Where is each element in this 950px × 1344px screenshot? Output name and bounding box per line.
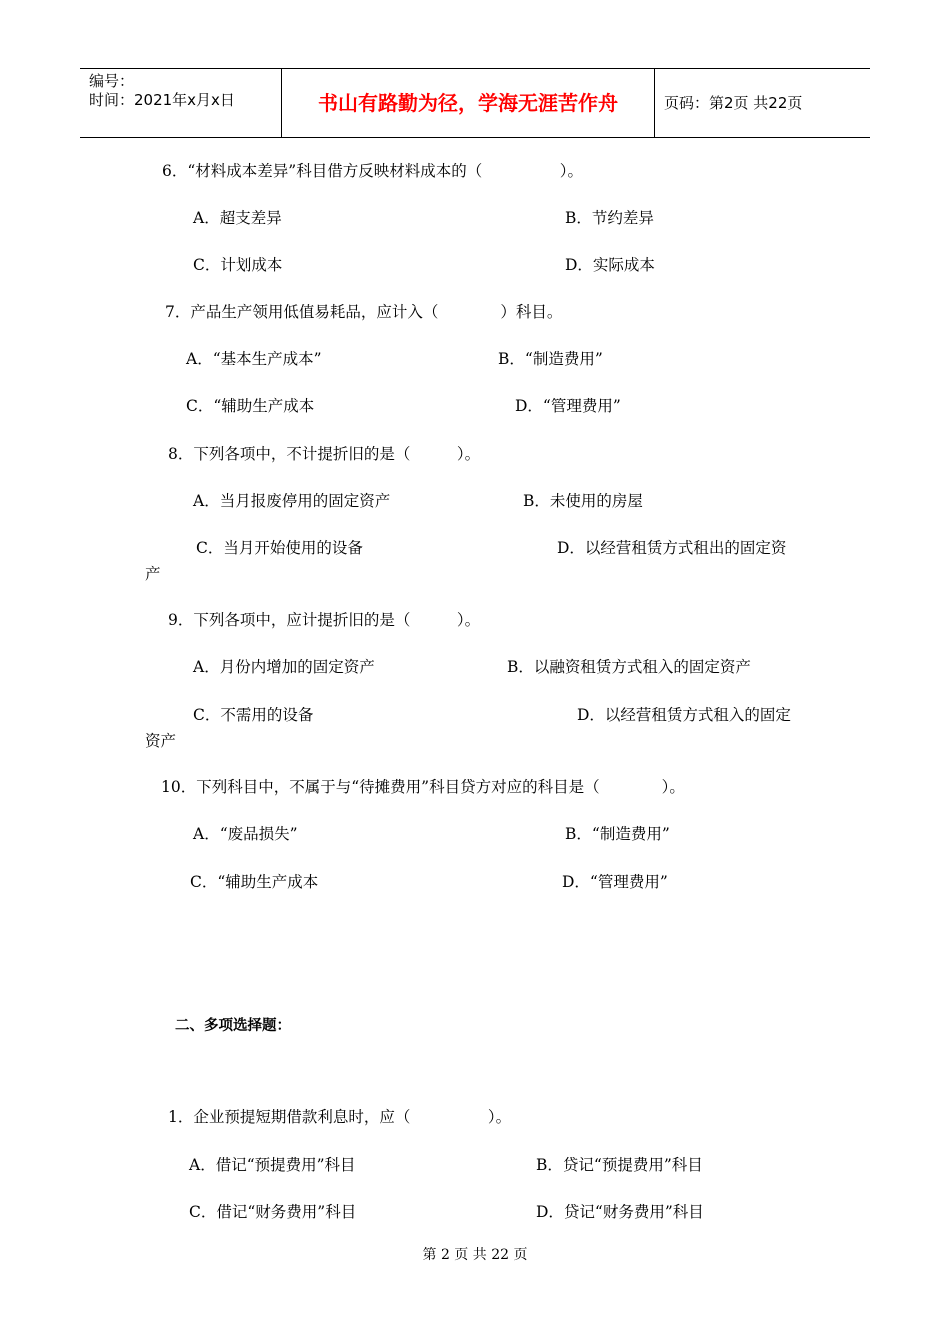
question-9-option-a: A．月份内增加的固定资产 <box>193 658 375 676</box>
page-header <box>80 68 870 138</box>
question-6-option-b: B．节约差异 <box>565 209 654 227</box>
question-7-option-c: C．“辅助生产成本 <box>186 397 315 415</box>
question-9-option-c: C．不需用的设备 <box>193 706 314 724</box>
question-7-option-d: D．“管理费用” <box>515 397 621 415</box>
header-slogan: 书山有路勤为径，学海无涯苦作舟 <box>282 69 655 137</box>
section2-question-1-option-b: B．贷记“预提费用”科目 <box>536 1156 703 1174</box>
section2-question-1-option-a: A．借记“预提费用”科目 <box>189 1156 356 1174</box>
question-10-option-d: D．“管理费用” <box>562 873 668 891</box>
question-9-option-d-continued: 资产 <box>145 732 177 750</box>
section2-question-1-option-d: D．贷记“财务费用”科目 <box>536 1203 704 1221</box>
question-6-option-d: D．实际成本 <box>565 256 655 274</box>
time-label: 时间：2021年x月x日 <box>89 91 235 109</box>
question-8-option-d: D．以经营租赁方式租出的固定资 <box>557 539 787 557</box>
question-6-option-c: C．计划成本 <box>193 256 283 274</box>
section2-question-1-stem: 1．企业预提短期借款利息时，应（ ）。 <box>168 1108 512 1126</box>
question-10-stem: 10．下列科目中，不属于与“待摊费用”科目贷方对应的科目是（ ）。 <box>161 778 685 796</box>
question-10-option-c: C．“辅助生产成本 <box>190 873 319 891</box>
question-10-option-a: A．“废品损失” <box>193 825 298 843</box>
question-6-stem: 6．“材料成本差异”科目借方反映材料成本的（ ）。 <box>162 162 583 180</box>
section-title: 二、多项选择题： <box>175 1018 291 1034</box>
question-6-option-a: A．超支差异 <box>193 209 282 227</box>
header-meta-cell <box>80 69 282 137</box>
question-8-option-a: A．当月报废停用的固定资产 <box>193 492 391 510</box>
question-10-option-b: B．“制造费用” <box>565 825 670 843</box>
question-9-option-d: D．以经营租赁方式租入的固定 <box>577 706 791 724</box>
number-label: 编号： <box>89 72 135 90</box>
question-7-option-b: B．“制造费用” <box>498 350 603 368</box>
question-8-option-c: C．当月开始使用的设备 <box>196 539 363 557</box>
page-footer: 第 2 页 共 22 页 <box>422 1247 528 1263</box>
question-9-stem: 9．下列各项中，应计提折旧的是（ ）。 <box>168 611 481 629</box>
question-7-stem: 7．产品生产领用低值易耗品，应计入（ ）科目。 <box>165 303 563 321</box>
question-8-option-d-continued: 产 <box>145 565 161 583</box>
question-7-option-a: A．“基本生产成本” <box>186 350 322 368</box>
header-page-label: 页码：第2页 共22页 <box>664 94 803 112</box>
question-8-option-b: B．未使用的房屋 <box>523 492 643 510</box>
question-8-stem: 8．下列各项中，不计提折旧的是（ ）。 <box>168 445 481 463</box>
question-9-option-b: B．以融资租赁方式租入的固定资产 <box>507 658 751 676</box>
section2-question-1-option-c: C．借记“财务费用”科目 <box>189 1203 357 1221</box>
